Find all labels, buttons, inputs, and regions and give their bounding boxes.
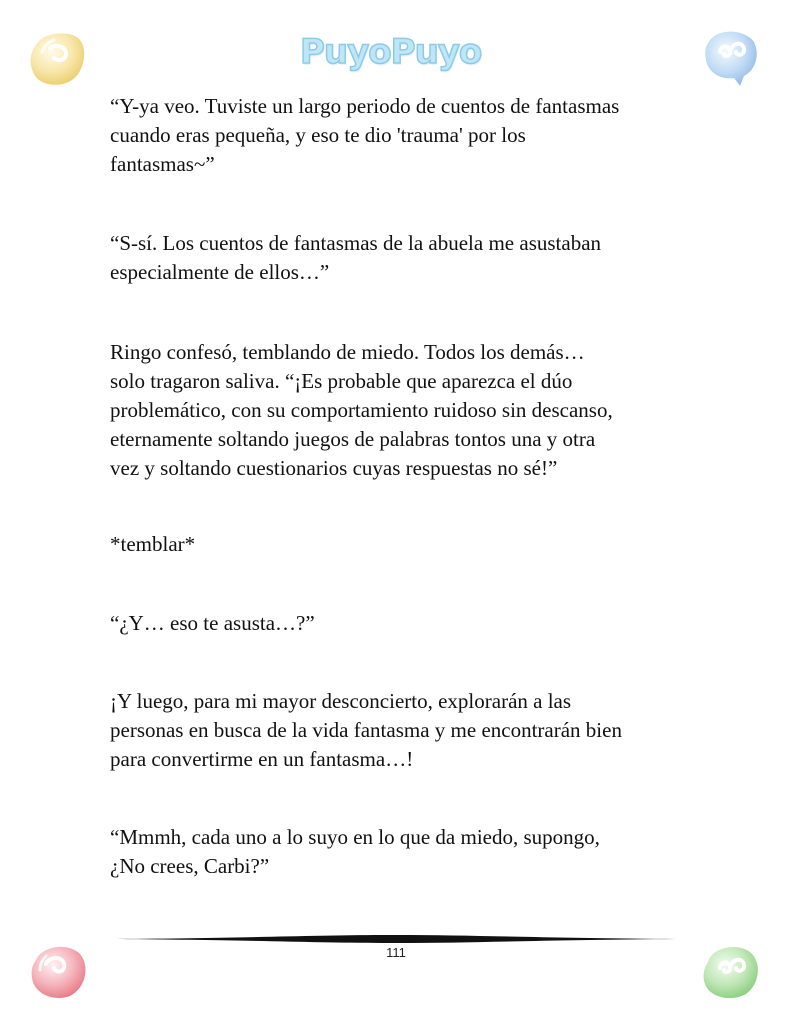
paragraph-5: “¿Y… eso te asusta…?” (110, 611, 315, 635)
paragraph-2: “S-sí. Los cuentos de fantasmas de la abuela me asustaban especialmente de ellos…” (110, 231, 602, 284)
paragraph-3: Ringo confesó, temblando de miedo. Todos los demás… solo tragaron saliva. “¡Es probable que aparezca el dúo problemático, con su comportamiento ruidoso sin descanso, eternamente soltando juegos de palabras tontos una y otra vez y soltando cuestionarios cuyas respuestas no sé!” (110, 340, 613, 480)
yellow-puyo-icon (28, 28, 90, 90)
paragraph-6: ¡Y luego, para mi mayor desconcierto, explorarán a las personas en busca de la vida fantasma y me encontrarán bien para convertirme en un fantasma…! (110, 689, 622, 771)
paragraph-4: *temblar* (110, 532, 196, 556)
blue-puyo-icon (700, 26, 762, 88)
paragraph-7: “Mmmh, cada uno a lo suyo en lo que da miedo, supongo, ¿No crees, Carbi?” (110, 825, 600, 878)
page-number: 111 (386, 945, 406, 960)
footer-divider (116, 934, 676, 944)
logo-text: PuyoPuyo (300, 32, 482, 72)
paragraph-1: “Y-ya veo. Tuviste un largo periodo de cuentos de fantasmas cuando eras pequeña, y eso te dio 'trauma' por los fantasmas~” (110, 94, 620, 176)
puyopuyo-logo (300, 30, 482, 80)
